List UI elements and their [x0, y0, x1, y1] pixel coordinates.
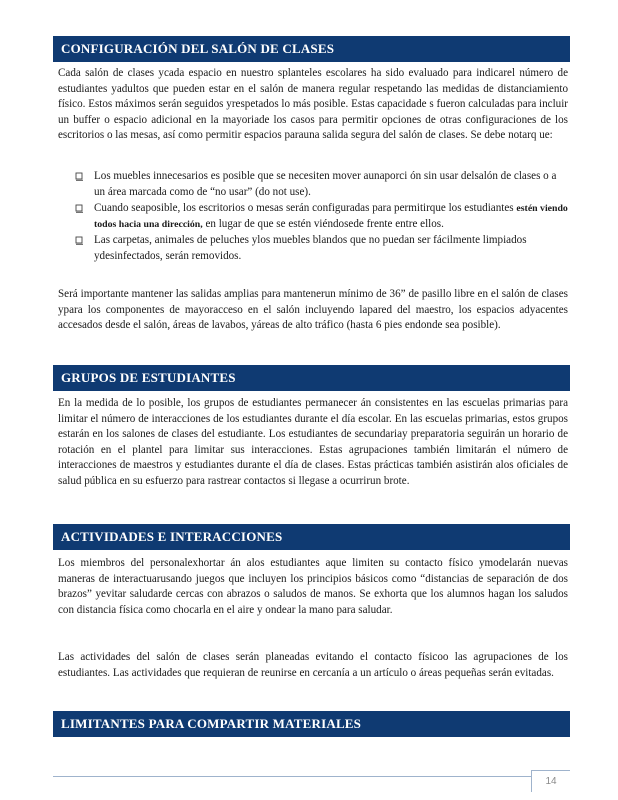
section-body-paragraph: Los miembros del personalexhortar án alos estudiantes aque limiten su contacto físico ymodelarán nuevas maneras de interactuarusando juegos que incluyen los principios básicos como “distancias de separación de dos brazos” yevitar saludarde cercas con abrazos o saludos de manos. Se exhorta que los alumnos hagan los saludos con distancia física como chocarla en el aire y ondear la mano para saludar.: [58, 557, 568, 616]
list-item: [58, 169, 568, 200]
section-header-actividades: [53, 524, 570, 550]
section-title: GRUPOS DE ESTUDIANTES: [61, 370, 236, 385]
section-header-grupos: [53, 365, 570, 391]
page-number: 14: [531, 770, 570, 792]
section-body-paragraph: En la medida de lo posible, los grupos de estudiantes permanecer án consistentes en las escuelas primarias para limitar el número de interacciones de los estudiantes durante el día escolar. En las escuelas primarias, estos grupos estarán en los salones de clases del estudiante. Los estudiantes de secundariay preparatoria seguirán un horario de rotación en el plantel para limitar sus interacciones. Estas agrupaciones también limitarán el número de interacciones de maestros y estudiantes durante el día de clases. Estas prácticas también asistirán alos oficiales de salud pública en su esfuerzo para rastrear contactos si llegase a ocurrirun brote.: [58, 397, 568, 487]
section-header-configuracion: [53, 36, 570, 62]
bullet-bold-text: estén viendo todos hacia una dirección,: [94, 203, 568, 230]
section-header-limitantes: [53, 711, 570, 737]
list-item: [58, 201, 568, 232]
bullet-square-icon: [75, 172, 84, 181]
bullet-text: Cuando seaposible, los escritorios o mesas serán configuradas para permitirque los estudiantes: [94, 202, 517, 215]
list-item: [58, 233, 568, 264]
bullet-square-icon: [75, 236, 84, 245]
section-closing-paragraph: Será importante mantener las salidas amplias para mantenerun mínimo de 36” de pasillo libre en el salón de clases ypara los componentes de mayoracceso en el salón incluyendo lapared del maestro, los espacios adyacentes accesados desde el salón, áreas de lavabos, yáreas de alto tráfico (hasta 6 pies endonde sea posible).: [58, 288, 568, 332]
section-intro-paragraph: Cada salón de clases ycada espacio en nuestro splanteles escolares ha sido evaluado para indicarel número de estudiantes yadultos que pueden estar en el salón de manera regular respetando las medidas de distanciamiento físico. Estos máximos serán seguidos yrespetados lo más posible. Estas capacidade s fueron calculadas para incluir un buffer o espacio adicional en la mayoriade los casos para permitir opciones de otras configuraciones de los escritorios o las mesas, así como permitir espacios parauna salida segura del salón de clases. Se debe notarq ue:: [58, 67, 568, 142]
footer-rule: [53, 776, 570, 777]
bullet-text: Los muebles innecesarios es posible que se necesiten mover aunaporci ón sin usar delsalón de clases o a un área marcada como de “no usar” (do not use).: [94, 170, 557, 198]
bullet-text: Las carpetas, animales de peluches ylos muebles blandos que no puedan ser fácilmente limpiados ydesinfectados, serán removidos.: [94, 234, 527, 262]
section-title: CONFIGURACIÓN DEL SALÓN DE CLASES: [61, 41, 335, 56]
section-title: LIMITANTES PARA COMPARTIR MATERIALES: [61, 716, 362, 731]
bullet-square-icon: [75, 204, 84, 213]
bullet-list: [58, 169, 568, 266]
section-body-paragraph-2: Las actividades del salón de clases serán planeadas evitando el contacto físicoo las agrupaciones de los estudiantes. Las actividades que requieran de reunirse en cercanía a un artículo o áreas pequeñas serán evitadas.: [58, 651, 568, 679]
bullet-text-continued: en lugar de que se estén viéndosede frente entre ellos.: [202, 217, 444, 230]
section-title: ACTIVIDADES E INTERACCIONES: [61, 529, 283, 544]
